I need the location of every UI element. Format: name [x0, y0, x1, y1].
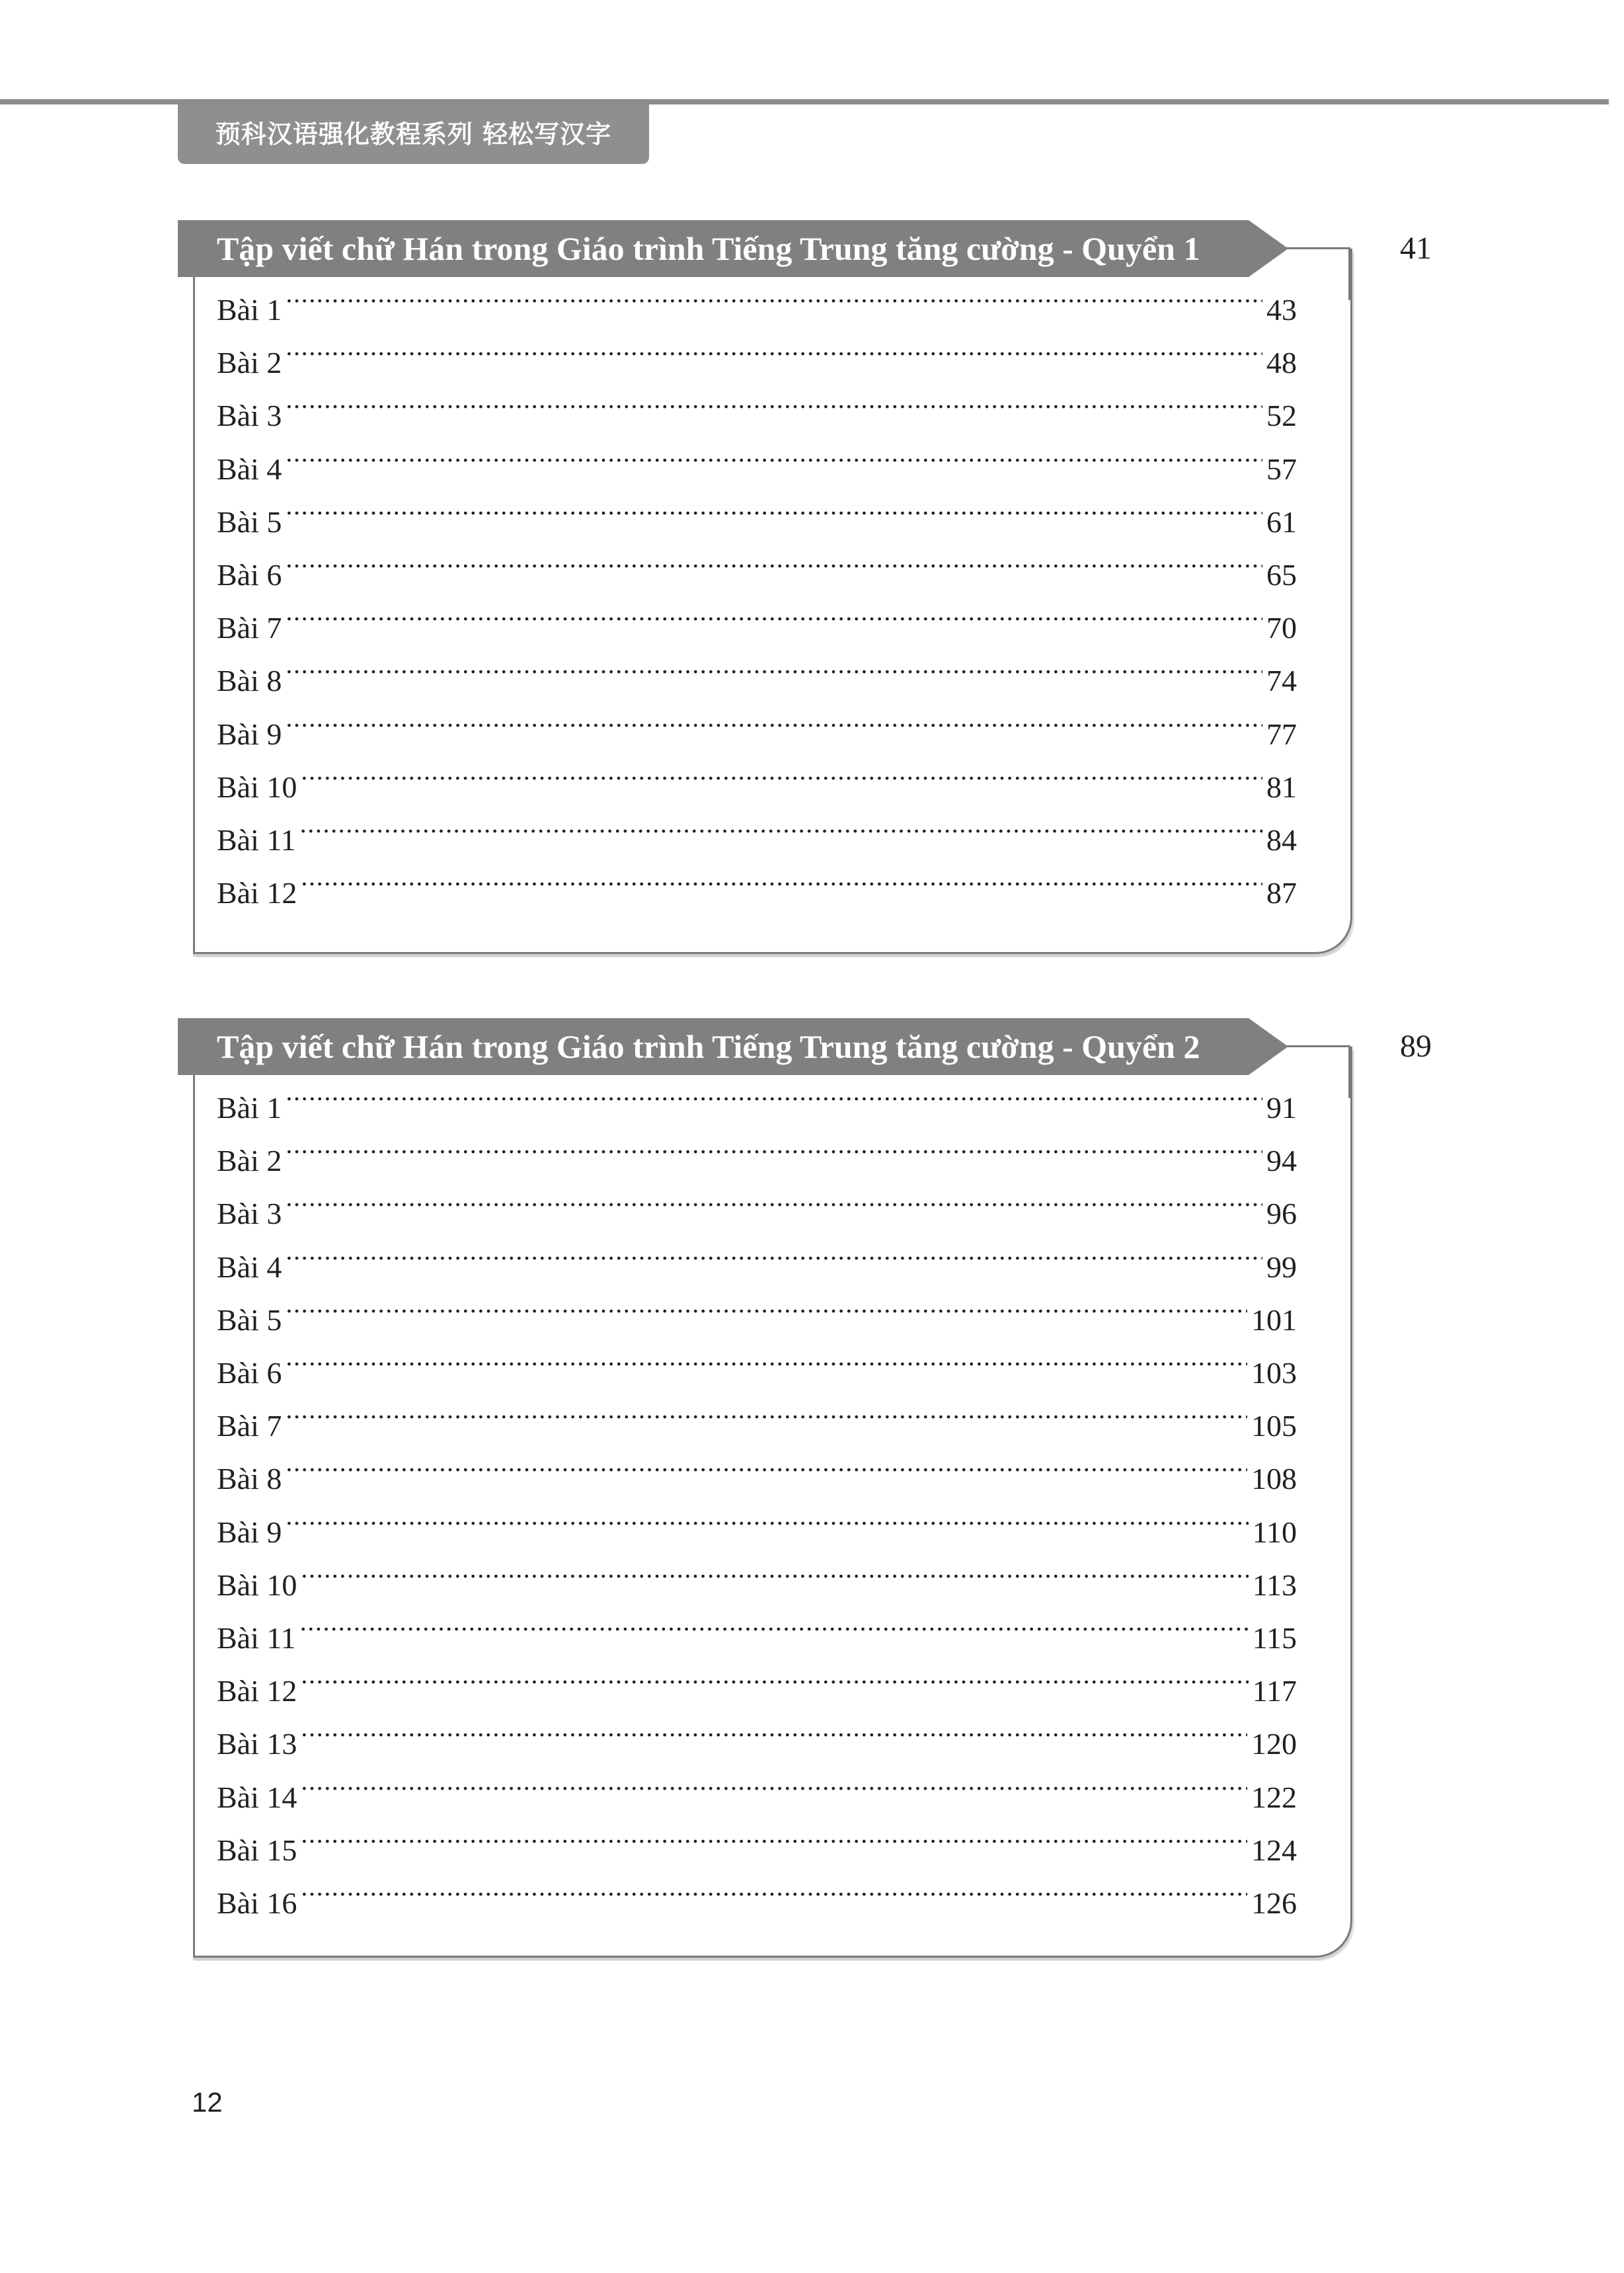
toc-entry-label: Bài 16: [217, 1886, 297, 1920]
toc-entry-page: 103: [1251, 1356, 1297, 1390]
toc-entry-page: 84: [1266, 823, 1297, 857]
dot-leader: [301, 1860, 1247, 1913]
dot-leader: [301, 1808, 1247, 1860]
toc-entry[interactable]: [217, 1595, 1297, 1655]
toc-entry-page: 87: [1266, 876, 1297, 910]
toc-entry-page: 61: [1266, 504, 1297, 539]
toc-entry-page: 91: [1266, 1091, 1297, 1125]
toc-entry-page: 108: [1251, 1462, 1297, 1496]
toc-entry[interactable]: [217, 1648, 1297, 1708]
toc-entry[interactable]: [217, 373, 1297, 433]
toc-entry-page: 57: [1266, 452, 1297, 486]
toc-entry[interactable]: [217, 1118, 1297, 1178]
toc-entry[interactable]: [217, 692, 1297, 751]
toc-entry-label: Bài 13: [217, 1727, 297, 1761]
dot-leader: [286, 1118, 1262, 1171]
toc-entry-page: 113: [1252, 1568, 1297, 1602]
toc-entry-page: 122: [1251, 1780, 1297, 1814]
top-rule: [0, 99, 1609, 104]
toc-entry[interactable]: [217, 1808, 1297, 1867]
section-title[interactable]: Tập viết chữ Hán trong Giáo trình Tiếng Trung tăng cường - Quyển 1: [217, 230, 1200, 267]
toc-entry[interactable]: [217, 638, 1297, 698]
toc-entry-label: Bài 4: [217, 452, 282, 486]
toc-entry[interactable]: [217, 1860, 1297, 1920]
toc-entry[interactable]: [217, 532, 1297, 592]
toc-entry-label: Bài 11: [217, 823, 296, 857]
toc-entry-label: Bài 1: [217, 293, 282, 327]
frame-right-edge: [1348, 1045, 1350, 1098]
toc-entry-label: Bài 5: [217, 1302, 282, 1337]
toc-entry-label: Bài 7: [217, 1409, 282, 1443]
dot-leader: [286, 320, 1262, 373]
toc-entry-page: 126: [1251, 1886, 1297, 1920]
dot-leader: [301, 1542, 1248, 1595]
toc-entry[interactable]: [217, 585, 1297, 645]
toc-entry-page: 124: [1251, 1833, 1297, 1867]
toc-entry[interactable]: [217, 267, 1297, 327]
toc-entry-label: Bài 10: [217, 770, 297, 804]
toc-entry[interactable]: [217, 744, 1297, 804]
toc-entry-label: Bài 10: [217, 1568, 297, 1602]
toc-entry-label: Bài 3: [217, 1197, 282, 1231]
toc-entry[interactable]: [217, 320, 1297, 380]
dot-leader: [286, 532, 1262, 585]
toc-entry-page: 117: [1252, 1674, 1297, 1708]
page-number: 12: [192, 2087, 223, 2118]
toc-entry-label: Bài 6: [217, 558, 282, 592]
toc-entry[interactable]: [217, 1701, 1297, 1761]
toc-entry[interactable]: [217, 1490, 1297, 1549]
toc-entry-label: Bài 12: [217, 1674, 297, 1708]
dot-leader: [286, 479, 1262, 532]
toc-entry[interactable]: [217, 1171, 1297, 1231]
dot-leader: [286, 1330, 1247, 1383]
toc-entry[interactable]: [217, 1383, 1297, 1443]
toc-entry-page: 52: [1266, 399, 1297, 433]
dot-leader: [286, 267, 1262, 320]
toc-entry-label: Bài 8: [217, 664, 282, 698]
dot-leader: [300, 797, 1262, 850]
toc-entry-label: Bài 7: [217, 611, 282, 645]
dot-leader: [286, 1224, 1262, 1277]
section-page-number: 41: [1400, 231, 1432, 266]
dot-leader: [300, 1595, 1249, 1648]
dot-leader: [286, 1436, 1247, 1489]
toc-entry-label: Bài 4: [217, 1250, 282, 1284]
dot-leader: [286, 1277, 1247, 1330]
toc-entry[interactable]: [217, 797, 1297, 857]
toc-entry-page: 120: [1251, 1727, 1297, 1761]
toc-entry[interactable]: [217, 850, 1297, 910]
toc-entry-label: Bài 14: [217, 1780, 297, 1814]
toc-entry[interactable]: [217, 479, 1297, 539]
toc-entry-label: Bài 2: [217, 1144, 282, 1178]
toc-entry[interactable]: [217, 1277, 1297, 1337]
dot-leader: [286, 426, 1262, 479]
toc-entry-page: 101: [1251, 1302, 1297, 1337]
toc-entry[interactable]: [217, 1065, 1297, 1125]
toc-entry[interactable]: [217, 1542, 1297, 1602]
dot-leader: [286, 1171, 1262, 1224]
toc-entry[interactable]: [217, 426, 1297, 486]
toc-entry-page: 70: [1266, 611, 1297, 645]
toc-entry-page: 48: [1266, 346, 1297, 380]
toc-entry[interactable]: [217, 1436, 1297, 1496]
toc-entry[interactable]: [217, 1224, 1297, 1284]
toc-entry[interactable]: [217, 1330, 1297, 1390]
toc-entry-label: Bài 12: [217, 876, 297, 910]
toc-entry-label: Bài 9: [217, 1515, 282, 1549]
toc-entry-label: Bài 9: [217, 717, 282, 751]
toc-entry-label: Bài 3: [217, 399, 282, 433]
dot-leader: [301, 1755, 1247, 1808]
toc-entry-label: Bài 8: [217, 1462, 282, 1496]
dot-leader: [286, 373, 1262, 426]
toc-entry-label: Bài 6: [217, 1356, 282, 1390]
dot-leader: [301, 1648, 1248, 1701]
series-header: 预科汉语强化教程系列 轻松写汉字: [178, 104, 649, 164]
dot-leader: [301, 850, 1262, 903]
toc-entry-page: 65: [1266, 558, 1297, 592]
toc-entry-page: 99: [1266, 1250, 1297, 1284]
dot-leader: [286, 1383, 1247, 1436]
toc-entry-page: 105: [1251, 1409, 1297, 1443]
dot-leader: [286, 638, 1262, 691]
toc-entry[interactable]: [217, 1755, 1297, 1814]
frame-right-edge: [1348, 247, 1350, 300]
toc-entry-page: 77: [1266, 717, 1297, 751]
dot-leader: [301, 744, 1262, 797]
toc-entry-page: 81: [1266, 770, 1297, 804]
section-title[interactable]: Tập viết chữ Hán trong Giáo trình Tiếng Trung tăng cường - Quyển 2: [217, 1028, 1200, 1065]
toc-entry-page: 43: [1266, 293, 1297, 327]
toc-entry-label: Bài 15: [217, 1833, 297, 1867]
toc-entry-page: 94: [1266, 1144, 1297, 1178]
toc-entry-page: 110: [1252, 1515, 1297, 1549]
dot-leader: [286, 1065, 1262, 1118]
toc-entry-label: Bài 5: [217, 504, 282, 539]
toc-entry-page: 74: [1266, 664, 1297, 698]
section-page-number: 89: [1400, 1029, 1432, 1064]
toc-entry-label: Bài 11: [217, 1621, 296, 1655]
dot-leader: [301, 1701, 1247, 1754]
toc-entry-label: Bài 1: [217, 1091, 282, 1125]
dot-leader: [286, 585, 1262, 638]
toc-entry-page: 96: [1266, 1197, 1297, 1231]
toc-entry-label: Bài 2: [217, 346, 282, 380]
dot-leader: [286, 692, 1262, 744]
dot-leader: [286, 1490, 1248, 1542]
toc-entry-page: 115: [1252, 1621, 1297, 1655]
